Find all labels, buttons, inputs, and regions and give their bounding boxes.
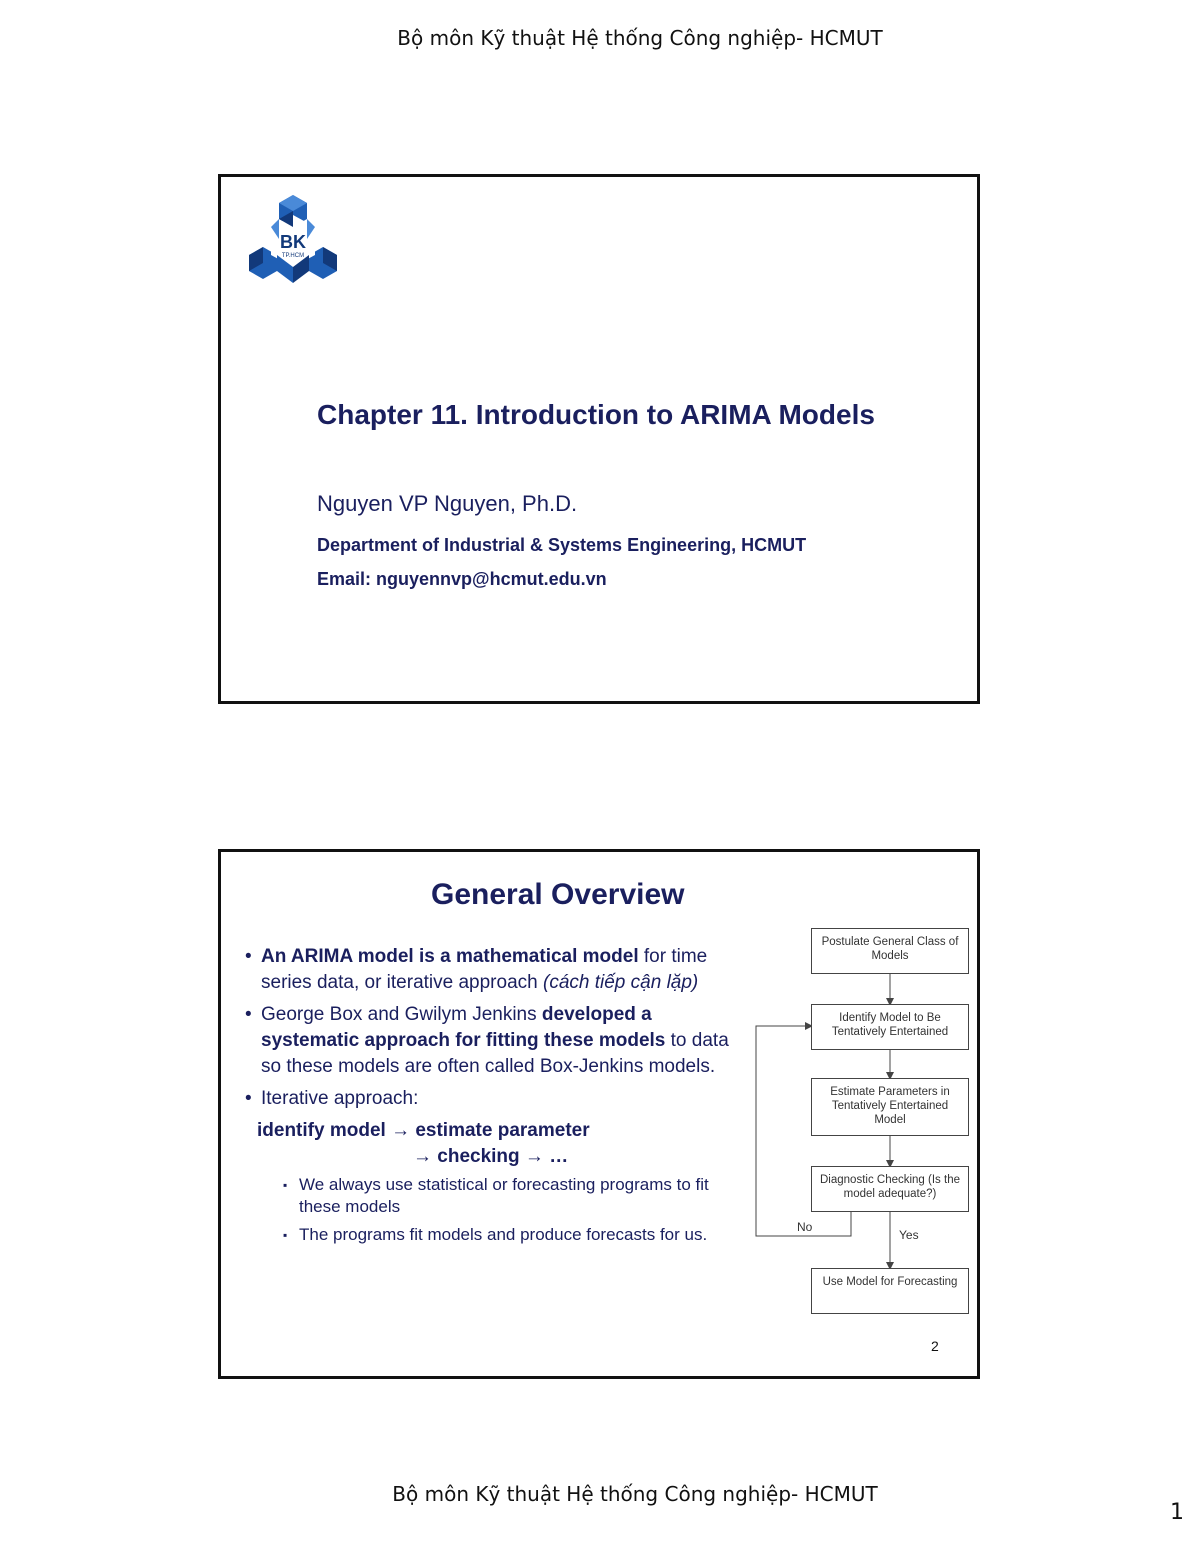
bullet-list: [243, 944, 743, 1252]
slide-overview: [218, 849, 980, 1379]
flow-line-1: identify model → estimate parameter: [257, 1120, 590, 1141]
flow-line-2: → checking → …: [413, 1146, 569, 1167]
department: Department of Industrial & Systems Engineering, HCMUT: [317, 535, 807, 555]
author-name: Nguyen VP Nguyen, Ph.D.: [317, 491, 578, 516]
sub-bullet-list: [283, 1174, 743, 1246]
flow-box-forecast: Use Model for Forecasting: [811, 1268, 969, 1314]
logo-text: BK: [280, 232, 306, 252]
slide-title: [218, 174, 980, 704]
slide2-title: General Overview: [431, 878, 685, 911]
sub-bullet-forecasts: ▪ The programs fit models and produce forecasts for us.: [283, 1224, 743, 1246]
flow-box-identify: Identify Model to Be Tentatively Entertained: [811, 1004, 969, 1050]
sub-bullet-programs: ▪ We always use statistical or forecasting programs to fit these models: [283, 1174, 743, 1218]
flow-box-postulate: Postulate General Class of Models: [811, 928, 969, 974]
flow-label-yes: Yes: [899, 1228, 919, 1242]
flow-label-no: No: [797, 1220, 813, 1234]
bullet-iterative-approach: • Iterative approach:: [243, 1086, 743, 1112]
page-number: 1: [1170, 1500, 1184, 1525]
flow-box-estimate: Estimate Parameters in Tentatively Entertained Model: [811, 1078, 969, 1136]
slide1-title: Chapter 11. Introduction to ARIMA Models: [317, 399, 875, 430]
flow-box-diagnostic: Diagnostic Checking (Is the model adequate?): [811, 1166, 969, 1212]
box-jenkins-flowchart: [755, 922, 975, 1322]
bullet-box-jenkins: • George Box and Gwilym Jenkins developed a systematic approach for fitting these models to data so these models are often called Box-Jenkins models.: [243, 1002, 743, 1080]
page-footer: Bộ môn Kỹ thuật Hệ thống Công nghiệp- HCMUT: [392, 1482, 878, 1506]
university-logo: [241, 193, 345, 289]
bullet-arima-definition: • An ARIMA model is a mathematical model for time series data, or iterative approach (cách tiếp cận lặp): [243, 944, 743, 996]
page-header: Bộ môn Kỹ thuật Hệ thống Công nghiệp- HCMUT: [397, 26, 883, 50]
slide-number: 2: [931, 1338, 939, 1354]
logo-subtext: TP.HCM: [281, 253, 305, 259]
email: Email: nguyennvp@hcmut.edu.vn: [317, 569, 607, 589]
